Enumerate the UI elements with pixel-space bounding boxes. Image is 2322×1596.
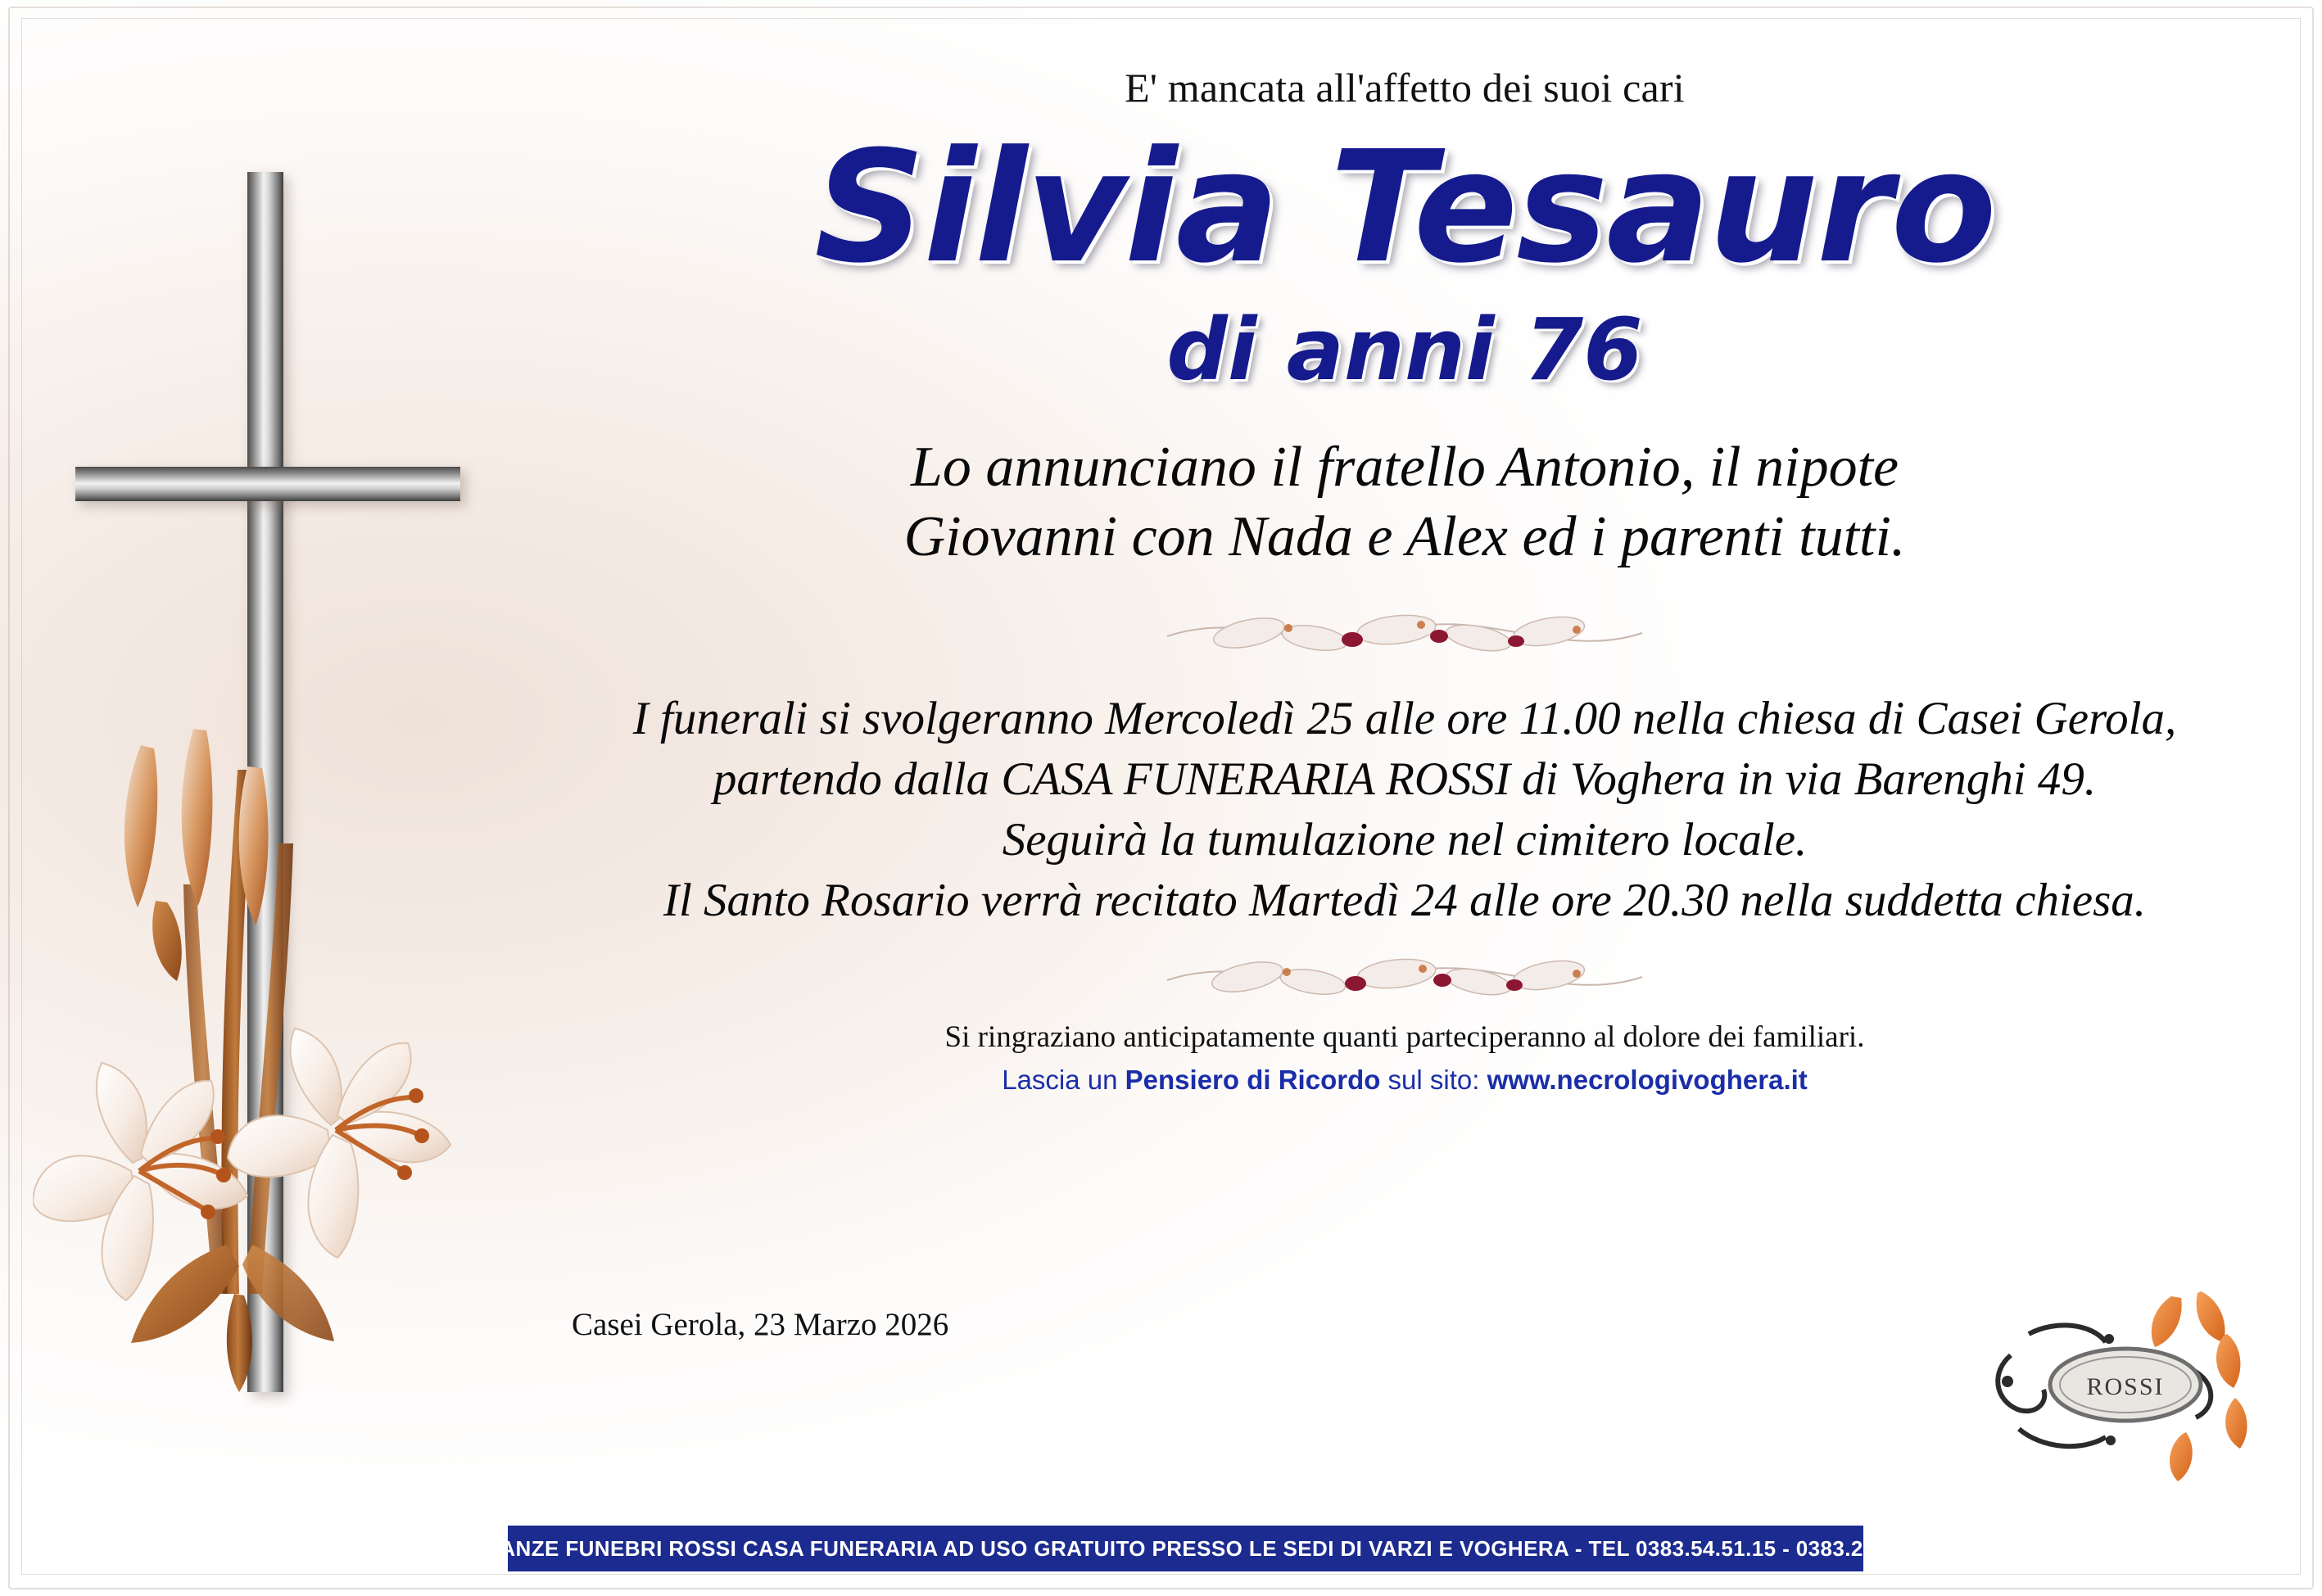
footer-banner (434, 1526, 1937, 1571)
funeral-line-3: Seguirà la tumulazione nel cimitero locale. (1002, 813, 1808, 866)
floral-divider-top (1151, 594, 1659, 667)
logo-label: ROSSI (2086, 1373, 2165, 1400)
funeral-details (508, 689, 2302, 931)
deceased-age: di anni 76 (1166, 299, 1643, 400)
announcement-line-1: Lo annunciano il fratello Antonio, il nipote (910, 435, 1899, 499)
thanks-text: Si ringraziano anticipatamente quanti parteciperanno al dolore dei familiari. (944, 1020, 1865, 1054)
rossi-logo (1978, 1285, 2273, 1490)
memory-website-link[interactable]: www.necrologivoghera.it (1487, 1064, 1808, 1095)
deceased-name: Silvia Tesauro (814, 118, 1995, 297)
memory-middle: sul sito: (1380, 1064, 1487, 1095)
floral-divider-bottom (1151, 939, 1659, 1013)
footer-text: ONORANZE FUNEBRI ROSSI CASA FUNERARIA AD USO GRATUITO PRESSO LE SEDI DI VARZI E VOGHERA - TEL 0383.54.51.15 - 0383.21.28.64 (434, 1535, 1937, 1561)
funeral-line-1: I funerali si svolgeranno Mercoledì 25 alle ore 11.00 nella chiesa di Casei Gerola, (632, 692, 2177, 744)
memory-prefix: Lascia un (1002, 1064, 1125, 1095)
memory-link-line (508, 1065, 2302, 1096)
memory-bold-label: Pensiero di Ricordo (1125, 1064, 1381, 1095)
lily-flowers-illustration (33, 721, 491, 1408)
funeral-line-4: Il Santo Rosario verrà recitato Martedì 24 alle ore 20.30 nella suddetta chiesa. (663, 874, 2147, 926)
announcement-line-2: Giovanni con Nada e Alex ed i parenti tutti. (903, 505, 1906, 569)
place-and-date: Casei Gerola, 23 Marzo 2026 (572, 1307, 949, 1342)
funeral-line-2: partendo dalla CASA FUNERARIA ROSSI di Voghera in via Barenghi 49. (713, 753, 2097, 805)
cross-horizontal-beam (75, 467, 460, 501)
intro-line: E' mancata all'affetto dei suoi cari (1125, 65, 1685, 111)
announcement-text (508, 432, 2302, 572)
